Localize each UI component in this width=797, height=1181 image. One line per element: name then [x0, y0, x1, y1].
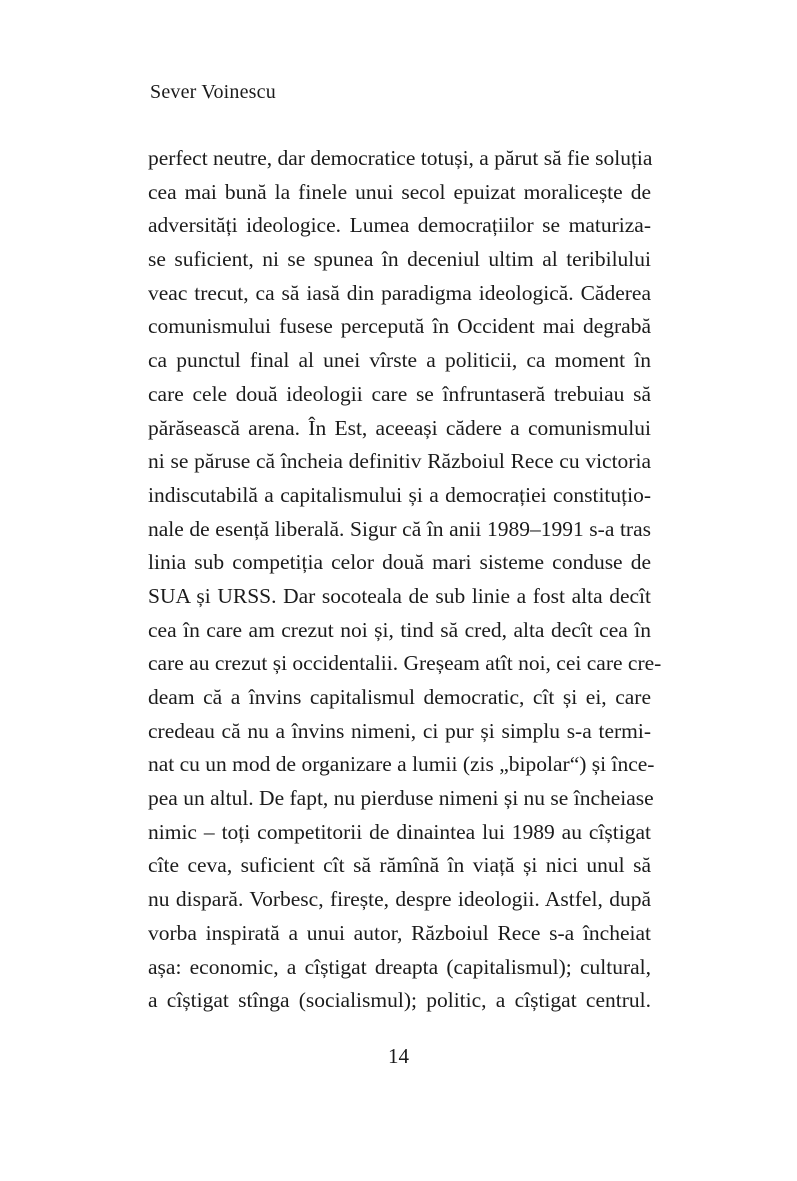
- text-line: cea în care am crezut noi și, tind să cred, alta decît cea în: [148, 617, 651, 642]
- text-line: SUA și URSS. Dar socoteala de sub linie a fost alta decît: [148, 583, 651, 608]
- text-line: linia sub competiția celor două mari sisteme conduse de: [148, 550, 651, 575]
- text-line: nale de esență liberală. Sigur că în anii 1989–1991 s-a tras: [148, 516, 651, 541]
- text-line: credeau că nu a învins nimeni, ci pur și simplu s-a termi-: [148, 718, 651, 743]
- text-line: cea mai bună la finele unui secol epuizat moralicește de: [148, 179, 651, 204]
- text-line: ca punctul final al unei vîrste a politicii, ca moment în: [148, 348, 651, 373]
- text-line: deam că a învins capitalismul democratic, cît și ei, care: [148, 685, 651, 709]
- text-line: pea un altul. De fapt, nu pierduse nimeni și nu se încheiase: [148, 786, 654, 811]
- running-head-author: Sever Voinescu: [150, 81, 276, 103]
- text-line: veac trecut, ca să iasă din paradigma ideologică. Căderea: [148, 280, 651, 305]
- text-line: care au crezut și occidentalii. Greșeam atît noi, cei care cre-: [148, 651, 662, 676]
- body-text: [148, 142, 662, 1018]
- text-line: comunismului fusese percepută în Occident mai degrabă: [148, 314, 651, 339]
- text-line: nu dispară. Vorbesc, firește, despre ideologii. Astfel, după: [148, 887, 651, 912]
- text-line: ni se păruse că încheia definitiv Războiul Rece cu victoria: [148, 449, 651, 474]
- text-line: cîte ceva, suficient cît să rămînă în viață și nici unul să: [148, 853, 651, 878]
- text-line: se suficient, ni se spunea în deceniul ultim al teribilului: [148, 247, 651, 272]
- text-line: vorba inspirată a unui autor, Războiul Rece s-a încheiat: [148, 920, 651, 945]
- text-line: adversități ideologice. Lumea democrațiilor se maturiza-: [148, 213, 651, 238]
- text-line: nat cu un mod de organizare a lumii (zis „bipolar“) și înce-: [148, 752, 655, 777]
- text-line: părăsească arena. În Est, aceeași cădere a comunismului: [148, 415, 651, 440]
- text-line: a cîștigat stînga (socialismul); politic, a cîștigat centrul.: [148, 988, 651, 1013]
- text-line: nimic – toți competitorii de dinaintea lui 1989 au cîștigat: [148, 819, 651, 844]
- page-number: 14: [388, 1044, 409, 1068]
- text-line: așa: economic, a cîștigat dreapta (capitalismul); cultural,: [148, 954, 651, 979]
- text-line: perfect neutre, dar democratice totuși, a părut să fie soluția: [148, 146, 653, 170]
- text-line: indiscutabilă a capitalismului și a democrației constituțio-: [148, 482, 651, 507]
- text-line: care cele două ideologii care se înfruntaseră trebuiau să: [148, 381, 651, 406]
